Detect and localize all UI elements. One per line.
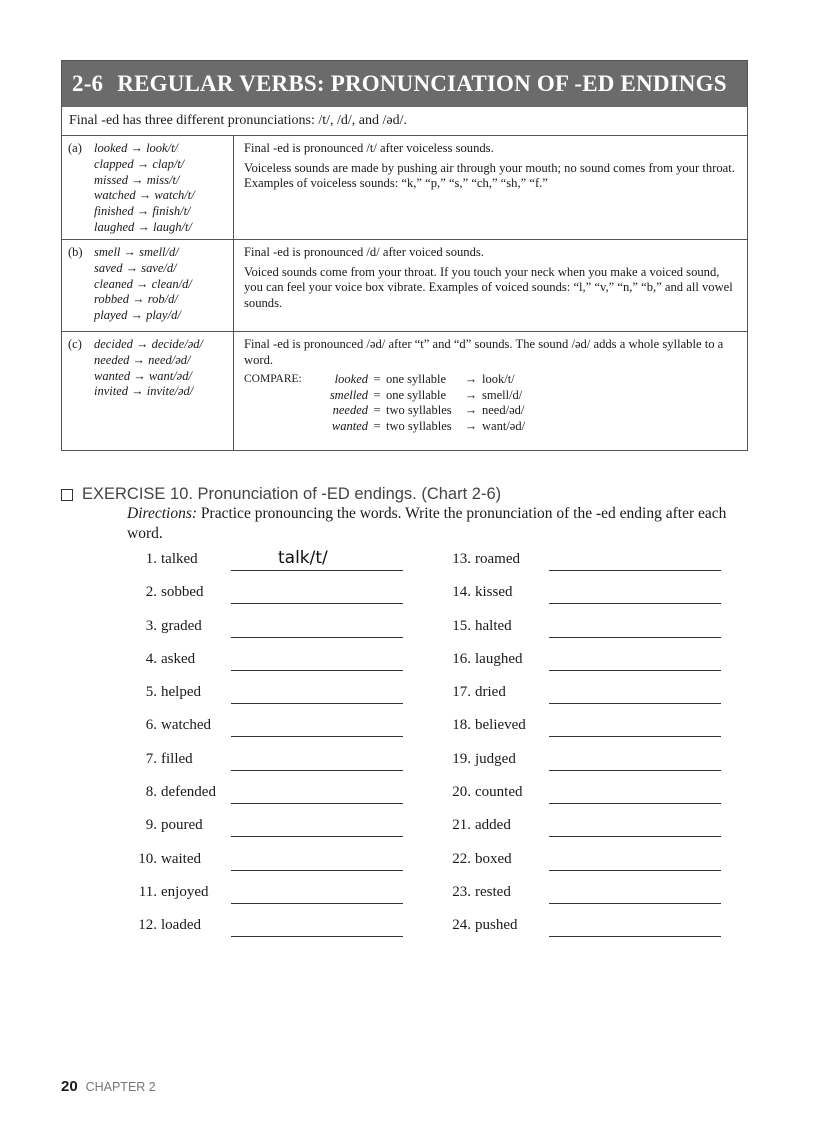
example-item: watched → watch/t/ xyxy=(94,188,195,203)
item-word: loaded xyxy=(161,917,201,934)
directions-text: Practice pronouncing the words. Write the pronunciation of the -ed ending after each word. xyxy=(127,505,727,542)
examples-cell xyxy=(62,240,234,331)
example-item: smell → smell/d/ xyxy=(94,245,179,259)
item-number: 12. xyxy=(138,917,157,934)
page-number: 20 xyxy=(61,1078,78,1095)
directions xyxy=(127,504,749,544)
equals-sign: = xyxy=(373,372,381,387)
example-item: needed → need/əd/ xyxy=(94,352,191,367)
answer-line[interactable] xyxy=(549,736,721,737)
item-number: 8. xyxy=(145,784,157,801)
compare-line xyxy=(244,419,739,435)
item-number: 13. xyxy=(452,551,471,567)
item-number: 22. xyxy=(452,850,471,867)
rule-text: Final -ed is pronounced /d/ after voiced sounds. xyxy=(244,245,484,259)
syllable-count: two syllables xyxy=(386,403,452,418)
example-item: saved → save/d/ xyxy=(94,260,177,275)
item-word: watched xyxy=(161,717,211,734)
item-number: 21. xyxy=(452,817,471,834)
row-label: (b) xyxy=(68,245,83,259)
page-footer xyxy=(61,1078,156,1095)
compare-result: smell/d/ xyxy=(482,387,523,402)
compare-result: need/əd/ xyxy=(482,403,525,418)
answer-line[interactable] xyxy=(231,803,403,804)
arrow-icon: → xyxy=(464,387,478,402)
example-item: finished → finish/t/ xyxy=(94,204,191,219)
answer-line[interactable] xyxy=(549,936,721,937)
item-number: 17. xyxy=(452,684,471,701)
compare-result: want/əd/ xyxy=(482,418,526,433)
equals-sign: = xyxy=(373,403,381,418)
example-item: played → play/d/ xyxy=(94,308,181,323)
answer-line[interactable] xyxy=(231,736,403,737)
chart-number: 2-6 xyxy=(72,71,104,96)
item-number: 3. xyxy=(145,617,157,634)
example-item: laughed → laugh/t/ xyxy=(94,219,192,234)
item-number: 9. xyxy=(145,817,157,834)
item-word: defended xyxy=(161,784,216,801)
answer-line[interactable] xyxy=(549,770,721,771)
example-item: looked → look/t/ xyxy=(94,141,179,155)
item-word: roamed xyxy=(475,551,520,567)
answer-line[interactable] xyxy=(231,637,403,638)
chart-header xyxy=(62,61,747,107)
item-number: 23. xyxy=(452,883,471,900)
example-item: decided → decide/əd/ xyxy=(94,337,203,351)
answer-line[interactable] xyxy=(231,870,403,871)
item-number: 20. xyxy=(452,784,471,801)
item-number: 7. xyxy=(145,750,157,767)
examples-cell xyxy=(62,136,234,239)
directions-label: Directions: xyxy=(127,505,198,522)
item-word: graded xyxy=(161,617,202,634)
item-word: asked xyxy=(161,650,196,667)
chart-title: REGULAR VERBS: PRONUNCIATION OF -ED ENDINGS xyxy=(117,71,727,96)
item-word: halted xyxy=(475,617,512,634)
explanation-text: Voiceless sounds are made by pushing air through your mouth; no sound comes from your throat. Examples of voiceless sounds: “k,” “p,” “s,” “ch,” “sh,” “f.” xyxy=(244,160,735,191)
example-item: robbed → rob/d/ xyxy=(94,292,178,307)
item-number: 2. xyxy=(145,584,157,601)
answer-line[interactable] xyxy=(231,670,403,671)
compare-result: look/t/ xyxy=(482,372,515,387)
item-word: helped xyxy=(161,684,201,701)
item-number: 10. xyxy=(138,850,157,867)
chart-row-b xyxy=(62,240,747,332)
answer-line[interactable] xyxy=(231,936,403,937)
equals-sign: = xyxy=(373,387,381,402)
item-number: 15. xyxy=(452,617,471,634)
item-word: pushed xyxy=(475,917,518,934)
syllable-count: one syllable xyxy=(386,387,447,402)
answer-line[interactable] xyxy=(231,603,403,604)
syllable-count: one syllable xyxy=(386,372,447,387)
item-number: 1. xyxy=(145,551,157,567)
item-word: waited xyxy=(161,850,201,867)
answer-line[interactable] xyxy=(231,570,403,571)
item-number: 24. xyxy=(452,917,471,934)
row-label: (a) xyxy=(68,141,82,155)
answer-line[interactable] xyxy=(549,703,721,704)
item-word: enjoyed xyxy=(161,883,209,900)
explanation-cell xyxy=(234,136,747,239)
example-item: clapped → clap/t/ xyxy=(94,156,185,171)
rule-text: Final -ed is pronounced /əd/ after “t” and “d” sounds. The sound /əd/ adds a whole syllable to a word. xyxy=(244,337,724,367)
chart-row-c xyxy=(62,332,747,451)
equals-sign: = xyxy=(373,418,381,433)
compare-line xyxy=(244,372,739,388)
item-number: 5. xyxy=(145,684,157,701)
answer-line[interactable] xyxy=(231,903,403,904)
chart-row-a xyxy=(62,136,747,240)
item-word: laughed xyxy=(475,650,523,667)
compare-word: needed xyxy=(332,403,368,418)
item-number: 18. xyxy=(452,717,471,734)
item-word: kissed xyxy=(475,584,513,601)
item-number: 19. xyxy=(452,750,471,767)
exercise-title-text: EXERCISE 10. Pronunciation of -ED endings. (Chart 2-6) xyxy=(82,485,502,503)
answer-line[interactable] xyxy=(231,836,403,837)
answer-line[interactable] xyxy=(549,803,721,804)
examples-cell xyxy=(62,332,234,451)
answer-line[interactable] xyxy=(549,903,721,904)
chapter-label: CHAPTER 2 xyxy=(85,1080,156,1094)
arrow-icon: → xyxy=(464,418,478,433)
answer-line[interactable] xyxy=(231,703,403,704)
item-word: sobbed xyxy=(161,584,204,601)
item-word: counted xyxy=(475,784,523,801)
answer-line[interactable] xyxy=(549,637,721,638)
item-word: dried xyxy=(475,684,506,701)
item-number: 4. xyxy=(145,650,157,667)
answer-line[interactable] xyxy=(549,570,721,571)
explanation-text: Voiced sounds come from your throat. If you touch your neck when you make a voiced sound, you can feel your voice box vibrate. Examples of voiced sounds: “l,” “v,” “n,” “b,” and all vowel sounds. xyxy=(244,264,733,310)
compare-word: wanted xyxy=(331,418,368,433)
item-number: 6. xyxy=(145,717,157,734)
exercise-title xyxy=(61,485,501,504)
item-number: 11. xyxy=(138,883,157,900)
answer-line[interactable] xyxy=(549,603,721,604)
compare-word: smelled xyxy=(329,387,368,402)
compare-line xyxy=(244,388,739,404)
item-word: rested xyxy=(475,883,511,900)
item-word: added xyxy=(475,817,511,834)
item-word: filled xyxy=(161,750,193,767)
answer-line[interactable] xyxy=(549,836,721,837)
example-item: invited → invite/əd/ xyxy=(94,384,194,399)
item-word: judged xyxy=(475,750,516,767)
item-word: believed xyxy=(475,717,526,734)
answer-line[interactable] xyxy=(549,870,721,871)
item-number: 14. xyxy=(452,584,471,601)
answer-line[interactable] xyxy=(549,670,721,671)
handwritten-answer: talk/t/ xyxy=(278,548,328,568)
item-word: poured xyxy=(161,817,203,834)
explanation-cell xyxy=(234,332,747,451)
chart-intro: Final -ed has three different pronunciations: /t/, /d/, and /əd/. xyxy=(62,107,747,136)
syllable-count: two syllables xyxy=(386,418,452,433)
answer-line[interactable] xyxy=(231,770,403,771)
explanation-cell xyxy=(234,240,747,331)
checkbox-icon[interactable] xyxy=(61,489,73,501)
example-item: missed → miss/t/ xyxy=(94,172,180,187)
rule-text: Final -ed is pronounced /t/ after voiceless sounds. xyxy=(244,141,494,155)
item-number: 16. xyxy=(452,650,471,667)
compare-word: looked xyxy=(334,372,368,387)
item-word: talked xyxy=(161,551,198,567)
example-item: wanted → want/əd/ xyxy=(94,368,192,383)
compare-line xyxy=(244,403,739,419)
arrow-icon: → xyxy=(464,403,478,418)
grammar-chart xyxy=(61,60,748,451)
row-label: (c) xyxy=(68,337,82,351)
example-item: cleaned → clean/d/ xyxy=(94,276,192,291)
arrow-icon: → xyxy=(464,372,478,387)
compare-label: COMPARE: xyxy=(244,373,302,386)
item-word: boxed xyxy=(475,850,512,867)
